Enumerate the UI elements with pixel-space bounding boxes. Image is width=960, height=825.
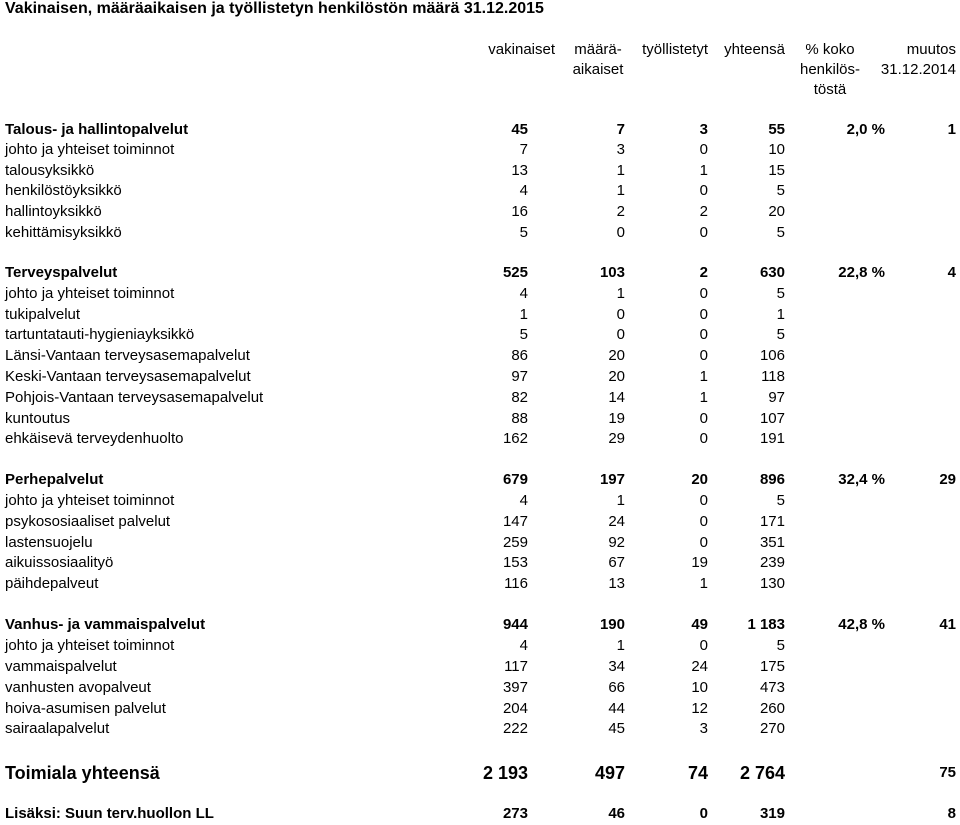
page-title: Vakinaisen, määräaikaisen ja työllistetyn henkilöstön määrä 31.12.2015 bbox=[5, 0, 544, 17]
col-maaraaikaiset: 197 bbox=[599, 471, 625, 488]
col-yhteensa: 15 bbox=[768, 162, 785, 179]
col-maaraaikaiset: 103 bbox=[599, 264, 625, 281]
table-row bbox=[0, 201, 960, 222]
col-tyollistetyt: 3 bbox=[699, 720, 708, 737]
col-muutos: 29 bbox=[939, 471, 956, 488]
row-label: johto ja yhteiset toiminnot bbox=[5, 492, 175, 509]
col-maaraaikaiset: 19 bbox=[608, 410, 625, 427]
col-vakinaiset: 259 bbox=[502, 534, 528, 551]
section-row bbox=[0, 803, 960, 824]
col-yhteensa: 1 183 bbox=[747, 616, 785, 633]
table-row bbox=[0, 511, 960, 532]
header-line: % koko bbox=[805, 41, 855, 58]
row-label: päihdepalveut bbox=[5, 575, 99, 592]
table-row bbox=[0, 698, 960, 719]
header-line: henkilös- bbox=[799, 61, 861, 78]
col-vakinaiset: 86 bbox=[511, 347, 528, 364]
row-label: Vanhus- ja vammaispalvelut bbox=[5, 616, 206, 633]
row-label: Terveyspalvelut bbox=[5, 264, 118, 281]
col-maaraaikaiset: 20 bbox=[608, 347, 625, 364]
table-row bbox=[0, 345, 960, 366]
col-yhteensa: 5 bbox=[776, 285, 785, 302]
col-yhteensa: 191 bbox=[759, 430, 785, 447]
col-tyollistetyt: 0 bbox=[699, 637, 708, 654]
row-label: kuntoutus bbox=[5, 410, 71, 427]
col-tyollistetyt: 20 bbox=[691, 471, 708, 488]
col-koko-henkilostosta: 22,8 % bbox=[838, 264, 885, 281]
col-maaraaikaiset: 1 bbox=[616, 182, 625, 199]
col-maaraaikaiset: 24 bbox=[608, 513, 625, 530]
col-koko-henkilostosta: 2,0 % bbox=[846, 121, 885, 138]
col-tyollistetyt: 0 bbox=[699, 410, 708, 427]
col-maaraaikaiset: 66 bbox=[608, 679, 625, 696]
col-maaraaikaiset: 1 bbox=[616, 285, 625, 302]
header-line: yhteensä bbox=[724, 41, 785, 58]
col-muutos: 4 bbox=[947, 264, 956, 281]
section-row bbox=[0, 262, 960, 283]
col-tyollistetyt: 0 bbox=[699, 326, 708, 343]
col-yhteensa: 1 bbox=[776, 306, 785, 323]
row-label: vanhusten avopalveut bbox=[5, 679, 151, 696]
table-row bbox=[0, 160, 960, 181]
col-yhteensa: 130 bbox=[759, 575, 785, 592]
table-row bbox=[0, 677, 960, 698]
col-yhteensa: 270 bbox=[759, 720, 785, 737]
col-tyollistetyt: 0 bbox=[699, 513, 708, 530]
col-tyollistetyt: 19 bbox=[691, 554, 708, 571]
row-label: Toimiala yhteensä bbox=[5, 763, 160, 783]
col-yhteensa: 5 bbox=[776, 224, 785, 241]
col-tyollistetyt: 0 bbox=[699, 306, 708, 323]
col-yhteensa: 55 bbox=[768, 121, 785, 138]
col-vakinaiset: 2 193 bbox=[482, 763, 528, 783]
row-label: johto ja yhteiset toiminnot bbox=[5, 141, 175, 158]
row-label: johto ja yhteiset toiminnot bbox=[5, 637, 175, 654]
col-tyollistetyt: 49 bbox=[691, 616, 708, 633]
table-row bbox=[0, 408, 960, 429]
header-line: vakinaiset bbox=[488, 41, 555, 58]
col-tyollistetyt: 2 bbox=[699, 203, 708, 220]
row-label: ehkäisevä terveydenhuolto bbox=[5, 430, 184, 447]
row-label: hallintoyksikkö bbox=[5, 203, 102, 220]
header-muutos bbox=[881, 40, 956, 80]
row-label: lastensuojelu bbox=[5, 534, 93, 551]
col-koko-henkilostosta: 42,8 % bbox=[838, 616, 885, 633]
col-vakinaiset: 1 bbox=[519, 306, 528, 323]
header-line: muutos bbox=[906, 41, 956, 58]
col-muutos: 8 bbox=[947, 805, 956, 822]
col-vakinaiset: 7 bbox=[519, 141, 528, 158]
col-vakinaiset: 4 bbox=[519, 285, 528, 302]
col-maaraaikaiset: 3 bbox=[616, 141, 625, 158]
section-row bbox=[0, 119, 960, 140]
col-vakinaiset: 97 bbox=[511, 368, 528, 385]
col-maaraaikaiset: 44 bbox=[608, 700, 625, 717]
col-vakinaiset: 5 bbox=[519, 326, 528, 343]
col-maaraaikaiset: 0 bbox=[616, 326, 625, 343]
col-maaraaikaiset: 13 bbox=[608, 575, 625, 592]
col-tyollistetyt: 1 bbox=[699, 575, 708, 592]
row-label: Pohjois-Vantaan terveysasemapalvelut bbox=[5, 389, 264, 406]
col-tyollistetyt: 10 bbox=[691, 679, 708, 696]
table-row bbox=[0, 718, 960, 739]
col-vakinaiset: 13 bbox=[511, 162, 528, 179]
row-label: Perhepalvelut bbox=[5, 471, 104, 488]
col-yhteensa: 107 bbox=[759, 410, 785, 427]
table-row bbox=[0, 366, 960, 387]
row-label: Keski-Vantaan terveysasemapalvelut bbox=[5, 368, 251, 385]
header-koko-henkilostosta bbox=[785, 40, 875, 100]
row-label: johto ja yhteiset toiminnot bbox=[5, 285, 175, 302]
col-vakinaiset: 4 bbox=[519, 492, 528, 509]
col-tyollistetyt: 0 bbox=[699, 534, 708, 551]
col-yhteensa: 473 bbox=[759, 679, 785, 696]
table-row bbox=[0, 635, 960, 656]
table-row bbox=[0, 283, 960, 304]
col-maaraaikaiset: 92 bbox=[608, 534, 625, 551]
col-muutos: 75 bbox=[939, 764, 956, 781]
table-row bbox=[0, 428, 960, 449]
col-tyollistetyt: 0 bbox=[699, 492, 708, 509]
table-row bbox=[0, 180, 960, 201]
col-tyollistetyt: 1 bbox=[699, 389, 708, 406]
col-tyollistetyt: 0 bbox=[699, 182, 708, 199]
col-yhteensa: 5 bbox=[776, 182, 785, 199]
col-yhteensa: 260 bbox=[759, 700, 785, 717]
header-line: työllistetyt bbox=[642, 41, 708, 58]
col-maaraaikaiset: 0 bbox=[616, 306, 625, 323]
table-row bbox=[0, 222, 960, 243]
row-label: henkilöstöyksikkö bbox=[5, 182, 122, 199]
col-maaraaikaiset: 34 bbox=[608, 658, 625, 675]
col-vakinaiset: 4 bbox=[519, 637, 528, 654]
col-vakinaiset: 5 bbox=[519, 224, 528, 241]
col-tyollistetyt: 74 bbox=[687, 763, 708, 783]
col-tyollistetyt: 0 bbox=[699, 224, 708, 241]
col-maaraaikaiset: 0 bbox=[616, 224, 625, 241]
col-yhteensa: 118 bbox=[761, 368, 785, 385]
row-label: aikuissosiaalityö bbox=[5, 554, 114, 571]
col-yhteensa: 630 bbox=[759, 264, 785, 281]
col-vakinaiset: 162 bbox=[502, 430, 528, 447]
col-tyollistetyt: 0 bbox=[699, 285, 708, 302]
table-row bbox=[0, 573, 960, 594]
header-line: aikaiset bbox=[572, 61, 624, 78]
col-yhteensa: 5 bbox=[776, 326, 785, 343]
table-row bbox=[0, 490, 960, 511]
col-vakinaiset: 944 bbox=[502, 616, 528, 633]
col-muutos: 41 bbox=[939, 616, 956, 633]
col-vakinaiset: 204 bbox=[502, 700, 528, 717]
row-label: tartuntatauti-hygieniayksikkö bbox=[5, 326, 195, 343]
col-vakinaiset: 116 bbox=[504, 575, 528, 592]
header-maaraaikaiset bbox=[568, 40, 628, 80]
col-yhteensa: 351 bbox=[759, 534, 785, 551]
header-line: määrä- bbox=[574, 41, 622, 58]
row-label: Länsi-Vantaan terveysasemapalvelut bbox=[5, 347, 250, 364]
col-yhteensa: 10 bbox=[768, 141, 785, 158]
row-label: tukipalvelut bbox=[5, 306, 81, 323]
col-yhteensa: 175 bbox=[759, 658, 785, 675]
col-vakinaiset: 397 bbox=[502, 679, 528, 696]
col-maaraaikaiset: 29 bbox=[608, 430, 625, 447]
col-tyollistetyt: 0 bbox=[699, 347, 708, 364]
col-yhteensa: 319 bbox=[759, 805, 785, 822]
col-tyollistetyt: 1 bbox=[699, 162, 708, 179]
col-koko-henkilostosta: 32,4 % bbox=[838, 471, 885, 488]
header-tyollistetyt bbox=[642, 40, 708, 60]
col-yhteensa: 896 bbox=[759, 471, 785, 488]
col-vakinaiset: 88 bbox=[511, 410, 528, 427]
col-vakinaiset: 222 bbox=[502, 720, 528, 737]
col-yhteensa: 239 bbox=[759, 554, 785, 571]
row-label: vammaispalvelut bbox=[5, 658, 117, 675]
section-row bbox=[0, 614, 960, 635]
table-row bbox=[0, 387, 960, 408]
col-maaraaikaiset: 20 bbox=[608, 368, 625, 385]
col-vakinaiset: 16 bbox=[511, 203, 528, 220]
row-label: Lisäksi: Suun terv.huollon LL bbox=[5, 805, 214, 822]
table-row bbox=[0, 656, 960, 677]
col-tyollistetyt: 1 bbox=[699, 368, 708, 385]
row-label: talousyksikkö bbox=[5, 162, 95, 179]
col-yhteensa: 5 bbox=[776, 637, 785, 654]
col-yhteensa: 2 764 bbox=[739, 763, 785, 783]
col-maaraaikaiset: 497 bbox=[594, 763, 625, 783]
col-maaraaikaiset: 67 bbox=[608, 554, 625, 571]
col-yhteensa: 5 bbox=[776, 492, 785, 509]
col-vakinaiset: 153 bbox=[502, 554, 528, 571]
table-row bbox=[0, 324, 960, 345]
row-label: hoiva-asumisen palvelut bbox=[5, 700, 166, 717]
col-maaraaikaiset: 1 bbox=[616, 162, 625, 179]
col-maaraaikaiset: 1 bbox=[616, 492, 625, 509]
section-row bbox=[0, 469, 960, 490]
header-yhteensa bbox=[724, 40, 785, 60]
header-line: töstä bbox=[813, 81, 847, 98]
row-label: kehittämisyksikkö bbox=[5, 224, 122, 241]
col-maaraaikaiset: 45 bbox=[608, 720, 625, 737]
col-muutos: 1 bbox=[947, 121, 956, 138]
col-tyollistetyt: 0 bbox=[699, 141, 708, 158]
col-vakinaiset: 147 bbox=[502, 513, 528, 530]
col-vakinaiset: 4 bbox=[519, 182, 528, 199]
col-vakinaiset: 45 bbox=[511, 121, 528, 138]
col-tyollistetyt: 0 bbox=[699, 805, 708, 822]
row-label: sairaalapalvelut bbox=[5, 720, 110, 737]
header-vakinaiset bbox=[488, 40, 555, 60]
col-maaraaikaiset: 14 bbox=[608, 389, 625, 406]
col-yhteensa: 171 bbox=[759, 513, 785, 530]
col-maaraaikaiset: 190 bbox=[599, 616, 625, 633]
col-tyollistetyt: 24 bbox=[691, 658, 708, 675]
col-vakinaiset: 117 bbox=[504, 658, 528, 675]
header-line: 31.12.2014 bbox=[880, 61, 956, 78]
row-label: Talous- ja hallintopalvelut bbox=[5, 121, 189, 138]
col-yhteensa: 97 bbox=[768, 389, 785, 406]
table-row bbox=[0, 304, 960, 325]
col-maaraaikaiset: 2 bbox=[616, 203, 625, 220]
col-tyollistetyt: 3 bbox=[699, 121, 708, 138]
row-label: psykososiaaliset palvelut bbox=[5, 513, 171, 530]
col-maaraaikaiset: 1 bbox=[616, 637, 625, 654]
col-yhteensa: 20 bbox=[768, 203, 785, 220]
table-row bbox=[0, 139, 960, 160]
total-row bbox=[0, 760, 960, 786]
col-tyollistetyt: 0 bbox=[699, 430, 708, 447]
table-row bbox=[0, 532, 960, 553]
col-vakinaiset: 82 bbox=[511, 389, 528, 406]
col-maaraaikaiset: 7 bbox=[616, 121, 625, 138]
col-vakinaiset: 525 bbox=[502, 264, 528, 281]
col-maaraaikaiset: 46 bbox=[608, 805, 625, 822]
col-vakinaiset: 273 bbox=[502, 805, 528, 822]
col-vakinaiset: 679 bbox=[502, 471, 528, 488]
col-yhteensa: 106 bbox=[759, 347, 785, 364]
table-row bbox=[0, 552, 960, 573]
col-tyollistetyt: 12 bbox=[691, 700, 708, 717]
col-tyollistetyt: 2 bbox=[699, 264, 708, 281]
